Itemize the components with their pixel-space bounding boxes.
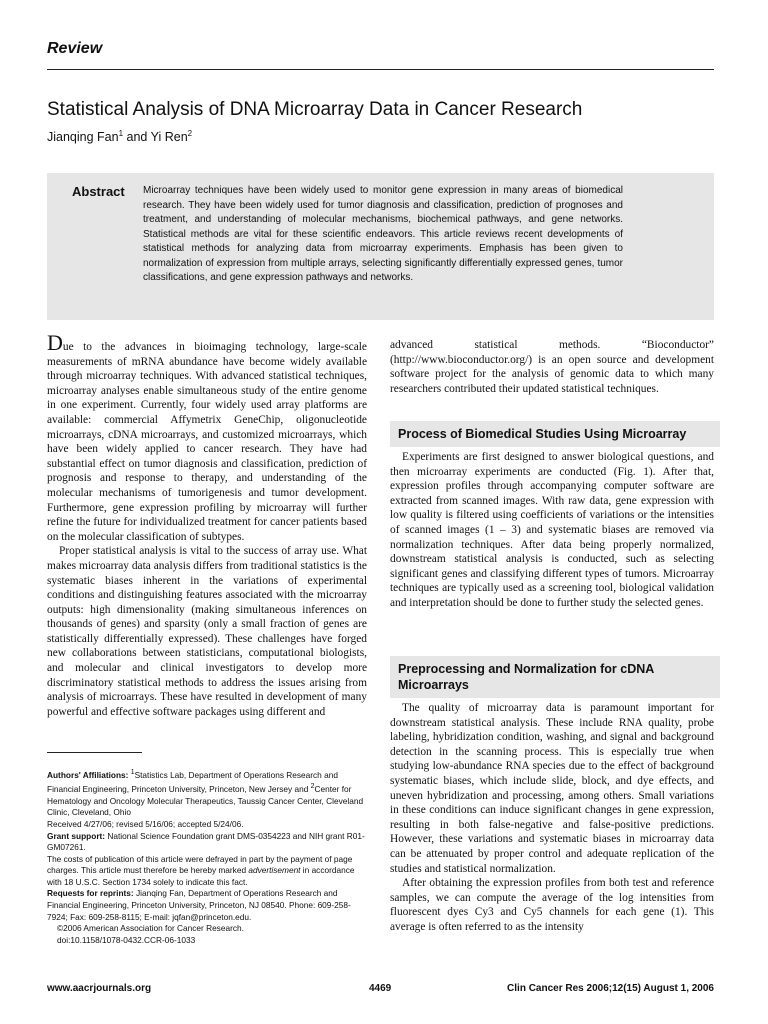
- footnote-rule: [47, 752, 142, 753]
- affiliation-text: Center for Hematology and Oncology Molecular Therapeutics, Taussig Cancer Center, Cleveland Clinic, Cleveland, Ohio: [47, 784, 364, 818]
- costs-italic: advertisement: [248, 865, 301, 876]
- abstract-text: Microarray techniques have been widely used to monitor gene expression in many areas of biomedical research. They have been widely used for tumor diagnosis and classification, prediction of prognoses and treatment, and understanding of molecular mechanisms, biochemical pathways, and gene networks. Statistical methods are vital for these scientific endeavors. This article reviews recent developments of statistical methods for analyzing data from microarray experiments. Emphasis has been given to normalization of expression from multiple arrays, selecting significantly differentially expressed genes, tumor classifications, and gene expression pathways and networks.: [143, 185, 623, 283]
- intro-paragraph-text: ue to the advances in bioimaging technology, large-scale measurements of mRNA abundance have become widely available through microarray techniques. With advanced statistical techniques, microarray analyses enable simultaneous study of the entire genome in one experiment. Currently, four widely used array platforms are available: commercial Affymetrix GeneChip, oligonucleotide microarrays, cDNA microarrays, and customized microarrays, which have been widely applied to cancer research. They have had substantial effect on tumor diagnosis and classification, prediction of prognosis and response to therapy, and understanding of the molecular mechanisms of tumorigenesis and tumor development. Furthermore, gene expression profiling by microarray will further refine the future for individualized treatment for cancer patients based on the molecular classification of subtypes.: [47, 341, 367, 543]
- section-paragraph: After obtaining the expression profiles from both test and reference samples, we can compute the average of the log intensities from fluorescent dyes Cy3 and Cy5 channels for each gene (1). This average is often referred to as the intensity: [390, 877, 714, 933]
- footnote-label: Requests for reprints:: [47, 888, 134, 899]
- affiliation-marker: 2: [310, 783, 315, 791]
- footnote-doi: doi:10.1158/1078-0432.CCR-06-1033: [57, 934, 196, 945]
- footnote-costs: [47, 854, 370, 889]
- footnote-received: Received 4/27/06; revised 5/16/06; accepted 5/24/06.: [47, 818, 244, 829]
- body-right-column-top: [390, 338, 714, 396]
- intro-paragraph-2: Proper statistical analysis is vital to the success of array use. What makes microarray data analysis differs from traditional statistics is the systematic biases inherent in the variations of experimental conditions and distinguishing features associated with the microarray outputs: high dimensionality (making simultaneous inferences on thousands of genes) and sparsity (only a small fraction of genes are statistically differentially expressed). These challenges have forged new collaborations between statisticians, computational biologists, and molecular and clinical investigators to develop more discriminatory statistical methods to address the issues arising from analysis of microarrays. These have resulted in development of many powerful and effective software packages using different and: [47, 545, 367, 718]
- section-paragraph: The quality of microarray data is paramount important for downstream statistical analysis. These include RNA quality, probe labeling, hybridization condition, washing, and signal and background detection in the scanning process. This is especially true when studying low-abundance RNA species due to the effect of background systematic biases, which include slide, block, and dye effects, and uneven hybridization and processing, among others. Small variations in these conditions can induce significant changes in gene expression, resulting in both false-negative and false-positive predictions. However, these variations and systematic biases in microarray data can be attenuated by proper control and adequate replication of the studies and statistical normalization.: [390, 702, 714, 875]
- footnote-copyright: ©2006 American Association for Cancer Research.: [57, 923, 244, 934]
- section-label: Review: [47, 40, 103, 57]
- body-left-column: [47, 330, 367, 719]
- footnote-affiliations: [47, 767, 370, 819]
- footnote-grant: [47, 831, 370, 854]
- abstract-label: Abstract: [72, 184, 125, 199]
- section-heading-process: Process of Biomedical Studies Using Microarray: [390, 421, 720, 447]
- affiliation-text: Statistics Lab, Department of Operations Research and Financial Engineering, Princeton University, Princeton, New Jersey and: [47, 769, 338, 795]
- journal-url-link[interactable]: www.aacrjournals.org: [47, 983, 152, 994]
- author-conjunction: and: [123, 130, 151, 145]
- section-paragraph: Experiments are first designed to answer biological questions, and then microarray experiments are conducted (Fig. 1). After that, expression profiles through accompanying computer software are extracted from scanned images. With raw data, gene expression with low quality is filtered using coefficients of variations or the intensities of scanned images (1 – 3) and systematic biases are removed via normalization techniques. After data being properly normalized, downstream statistical analysis is conducted, such as selecting significant genes and classifying different types of tumors. Microarray techniques are typically used as a screening tool, biological validation and interpretation should be done to further study the selected genes.: [390, 451, 714, 609]
- intro-paragraph-continued: advanced statistical methods. “Bioconductor” (http://www.bioconductor.org/) is an open source and development software project for the analysis of genomic data to which many researchers contributed their updated statistical techniques.: [390, 339, 714, 395]
- affiliation-marker: 1: [130, 769, 135, 776]
- abstract-box: [47, 173, 714, 320]
- author-name: Yi Ren: [150, 130, 188, 145]
- author-name: Jianqing Fan: [47, 130, 119, 145]
- section-heading-preprocessing: Preprocessing and Normalization for cDNA Microarrays: [390, 656, 720, 698]
- grant-text: National Science Foundation grant DMS-0354223 and NIH grant R01-GM07261.: [47, 830, 365, 853]
- costs-text: The costs of publication of this article were defrayed in part by the payment of page charges. This article must therefore be hereby marked: [47, 853, 353, 876]
- footnotes: [47, 767, 370, 946]
- reprints-text: Jianqing Fan, Department of Operations Research and Financial Engineering, Princeton University, Princeton, NJ 08540. Phone: 609-258-7924; Fax: 609-258-8115; E-mail: jqfan@princeton.edu.: [47, 888, 351, 922]
- section-process-body: [390, 450, 714, 611]
- section-preprocessing-body: [390, 701, 714, 935]
- header-rule: [47, 69, 714, 70]
- footnote-label: Grant support:: [47, 830, 106, 841]
- author-affiliation-marker: 2: [187, 129, 193, 138]
- page-number: 4469: [369, 983, 392, 994]
- intro-paragraph: [47, 330, 367, 544]
- costs-text: in accordance with 18 U.S.C. Section 1734 solely to indicate this fact.: [47, 865, 355, 887]
- journal-citation: Clin Cancer Res 2006;12(15) August 1, 2006: [507, 983, 714, 994]
- author-affiliation-marker: 1: [118, 129, 124, 138]
- footnote-reprints: [47, 888, 370, 923]
- author-list: [47, 129, 192, 144]
- footnote-label: Authors' Affiliations:: [47, 769, 129, 780]
- drop-cap: D: [47, 330, 63, 355]
- article-title: Statistical Analysis of DNA Microarray Data in Cancer Research: [47, 99, 583, 120]
